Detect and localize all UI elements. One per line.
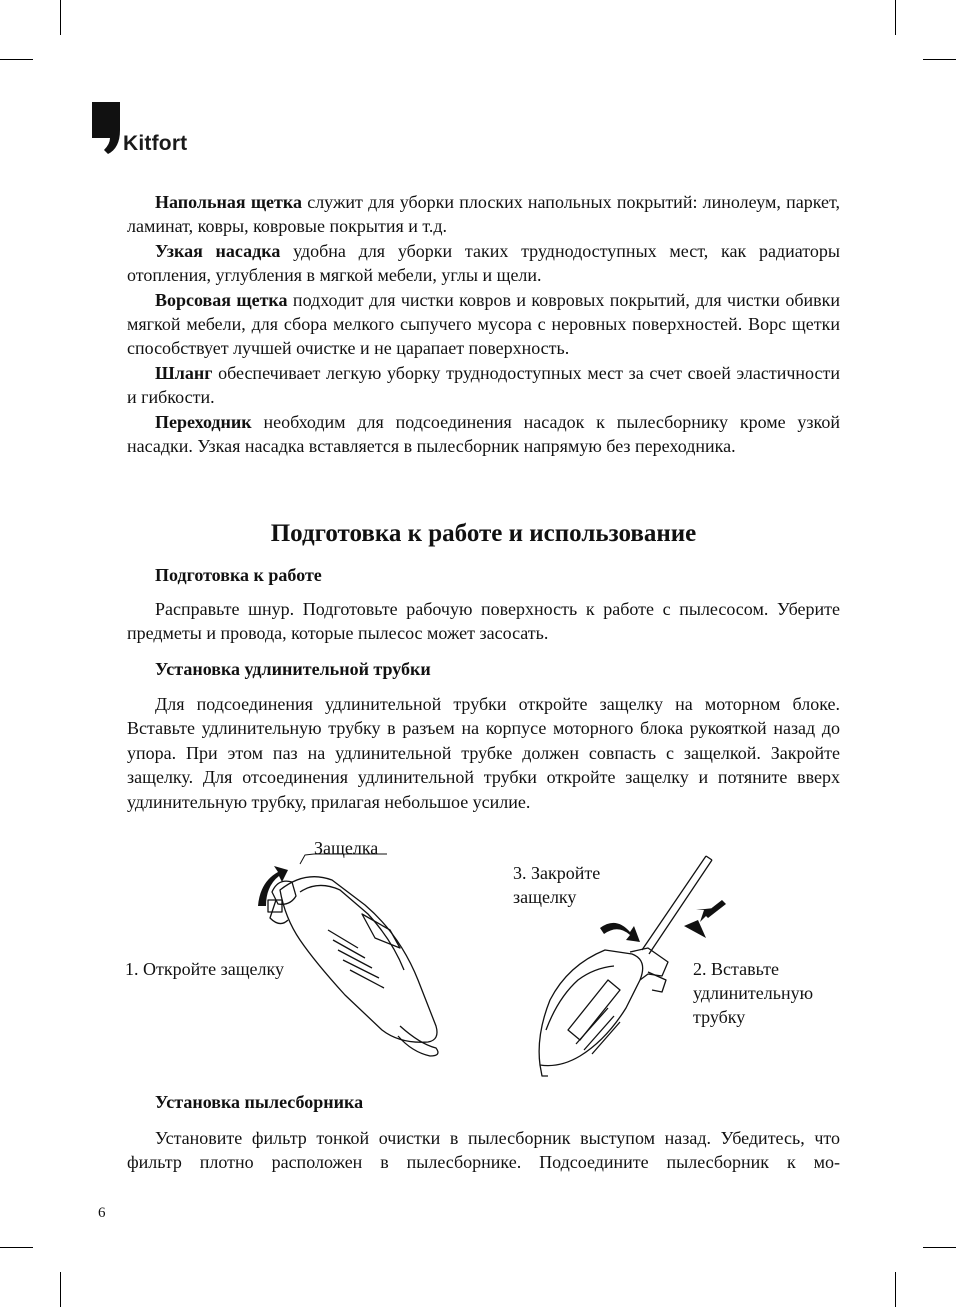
crop-mark xyxy=(0,1247,33,1248)
crop-mark xyxy=(923,59,956,60)
step3-label: 3. Закройте защелку xyxy=(513,863,601,907)
crop-mark xyxy=(60,0,61,35)
bin-text: Установите фильтр тонкой очистки в пылесборник выступом назад. Убедитесь, что фильтр плотно расположен в пылесборнике. Подсоедините пылесборник к мо- xyxy=(127,1128,840,1173)
paragraph-narrow-nozzle: Узкая насадка удобна для уборки таких труднодоступных мест, как радиаторы отопления, углубления в мягкой мебели, углы и щели. xyxy=(127,240,840,286)
latch-label: Защелка xyxy=(314,838,379,858)
intro-section xyxy=(127,190,840,458)
crop-mark xyxy=(923,1247,956,1248)
page-number: 6 xyxy=(98,1205,106,1221)
prep-heading: Подготовка к работе xyxy=(155,565,322,585)
tube-text: Для подсоединения удлинительной трубки откройте защелку на моторном блоке. Вставьте удлинительную трубку в разъем на корпусе моторного блока рукояткой назад до упора. При этом паз на удлинительной трубке должен совпасть с защелкой. Закройте защелку. Для отсоединения удлинительной трубки откройте защелку и потяните вверх удлинительную трубку, прилагая небольшое усилие. xyxy=(127,694,840,812)
crop-mark xyxy=(895,0,896,35)
paragraph-hose: Шланг обеспечивает легкую уборку труднодоступных мест за счет своей эластичности и гибкости. xyxy=(127,362,840,408)
brand-name: Kitfort xyxy=(123,132,188,155)
crop-mark xyxy=(895,1272,896,1307)
crop-mark xyxy=(60,1272,61,1307)
prep-text: Расправьте шнур. Подготовьте рабочую поверхность к работе с пылесосом. Уберите предметы и провода, которые пылесос может засосать. xyxy=(127,599,840,644)
paragraph-bristle-brush: Ворсовая щетка подходит для чистки ковров и ковровых покрытий, для чистки обивки мягкой мебели, для сбора мелкого сыпучего мусора с неровных поверхностей. Ворс щетки способствует лучшей очистке и не царапает поверхность. xyxy=(127,289,840,359)
crop-mark xyxy=(0,59,33,60)
bin-heading: Установка пылесборника xyxy=(155,1092,364,1112)
step1-label: 1. Откройте защелку xyxy=(125,959,285,979)
paragraph-floor-brush: Напольная щетка служит для уборки плоских напольных покрытий: линолеум, паркет, ламинат, ковры, ковровые покрытия и т.д. xyxy=(127,192,841,237)
step2-label: 2. Вставьте удлинительную трубку xyxy=(693,959,814,1027)
section-title: Подготовка к работе и использование xyxy=(270,520,697,547)
paragraph-adapter: Переходник необходим для подсоединения насадок к пылесборнику кроме узкой насадки. Узкая насадка вставляется в пылесборник напрямую без переходника. xyxy=(127,411,840,457)
vacuum-illustration xyxy=(100,830,860,1080)
tube-heading: Установка удлинительной трубки xyxy=(155,659,431,679)
assembly-figure xyxy=(100,830,860,1080)
